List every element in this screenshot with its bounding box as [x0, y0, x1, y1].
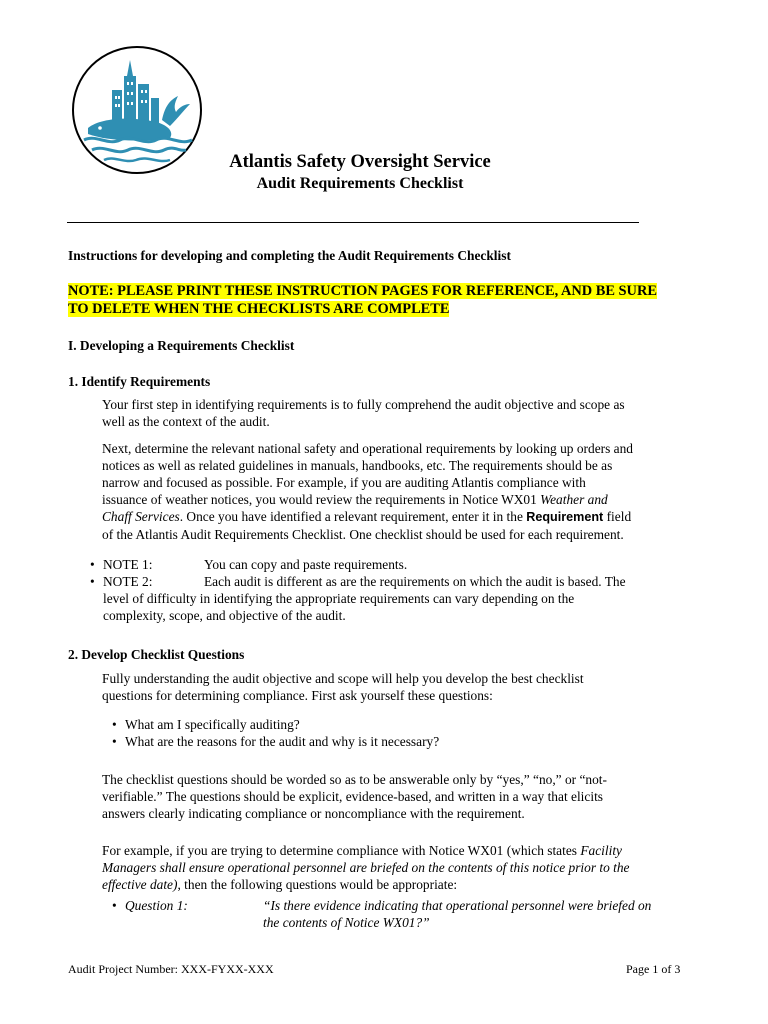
text-line: issuance of weather notices, you would review the requirements in Notice WX01 — [102, 492, 541, 507]
example-questions-list — [112, 897, 722, 931]
text-line: field — [603, 509, 632, 524]
text-line: Each audit is different as are the requirements on which the audit is based. The — [204, 574, 626, 589]
list-item — [112, 897, 722, 931]
text-line: verifiable.” The questions should be explicit, evidence-based, and written in a way that elicits — [102, 789, 603, 804]
org-title: Atlantis Safety Oversight Service — [229, 152, 491, 172]
quote-italic: effective date) — [102, 877, 178, 892]
notice-title-italic: Weather and — [540, 492, 608, 507]
footer-project-number: Audit Project Number: XXX-FYXX-XXX — [68, 962, 274, 976]
questions-bullets — [112, 716, 722, 750]
doc-title: Audit Requirements Checklist — [256, 175, 464, 192]
text-line: Your first step in identifying requirements is to fully comprehend the audit objective and scope as — [102, 397, 625, 412]
question-tag: Question 1: — [125, 898, 188, 913]
text-line: answers clearly indicating compliance or noncompliance with the requirement. — [102, 806, 525, 821]
step1-paragraph-2 — [102, 440, 702, 543]
step1-paragraph-1 — [102, 396, 702, 430]
text-line: Fully understanding the audit objective and scope will help you develop the best checklist — [102, 671, 584, 686]
list-item: • What are the reasons for the audit and why is it necessary? — [112, 733, 722, 750]
step2-paragraph-2 — [102, 771, 702, 822]
step1-heading: 1. Identify Requirements — [68, 374, 211, 389]
text-line: notices as well as related guidelines in manuals, handbooks, etc. The requirements should be as — [102, 458, 613, 473]
text-line: complexity, scope, and objective of the audit. — [103, 608, 346, 623]
text-line: of the Atlantis Audit Requirements Checklist. One checklist should be used for each requirement. — [102, 527, 624, 542]
text-line: Next, determine the relevant national safety and operational requirements by looking up orders and — [102, 441, 633, 456]
question-text: “Is there evidence indicating that operational personnel were briefed on — [263, 898, 652, 913]
notes-list — [90, 556, 700, 624]
text-line: well as the context of the audit. — [102, 414, 270, 429]
question-text: the contents of Notice WX01?” — [263, 915, 430, 930]
step2-paragraph-1 — [102, 670, 702, 704]
text-line: questions for determining compliance. First ask yourself these questions: — [102, 688, 493, 703]
text-line: For example, if you are trying to determine compliance with Notice WX01 (which states — [102, 843, 581, 858]
step2-paragraph-3 — [102, 842, 702, 893]
title-divider — [67, 222, 639, 223]
text-line: , then the following questions would be appropriate: — [177, 877, 458, 892]
note-tag: NOTE 1: — [103, 557, 153, 572]
notice-title-italic: Chaff Services — [102, 509, 180, 524]
text-line: level of difficulty in identifying the appropriate requirements can vary depending on the — [103, 591, 575, 606]
list-item: • What am I specifically auditing? — [112, 716, 722, 733]
quote-italic: Managers shall ensure operational personnel are briefed on the contents of this notice prior to the — [102, 860, 630, 875]
text-line: You can copy and paste requirements. — [204, 557, 408, 572]
step2-heading: 2. Develop Checklist Questions — [68, 647, 245, 662]
text-line: The checklist questions should be worded so as to be answerable only by “yes,” “no,” or “not- — [102, 772, 607, 787]
note-banner-line1: NOTE: PLEASE PRINT THESE INSTRUCTION PAGES FOR REFERENCE, AND BE SURE — [68, 283, 657, 299]
text-line: narrow and focused as possible. For example, if you are auditing Atlantis compliance with — [102, 475, 586, 490]
note-tag: NOTE 2: — [103, 574, 153, 589]
list-item — [90, 556, 700, 573]
list-item — [90, 573, 700, 624]
instructions-heading: Instructions for developing and completing the Audit Requirements Checklist — [68, 248, 511, 263]
text-line: . Once you have identified a relevant requirement, enter it in the — [179, 509, 527, 524]
quote-italic: Facility — [580, 843, 622, 858]
note-banner — [68, 282, 657, 318]
note-banner-line2: TO DELETE WHEN THE CHECKLISTS ARE COMPLETE — [68, 301, 450, 317]
requirement-field-name: Requirement — [526, 510, 604, 524]
footer-page-number: Page 1 of 3 — [626, 962, 681, 976]
section-heading: I. Developing a Requirements Checklist — [68, 338, 295, 353]
